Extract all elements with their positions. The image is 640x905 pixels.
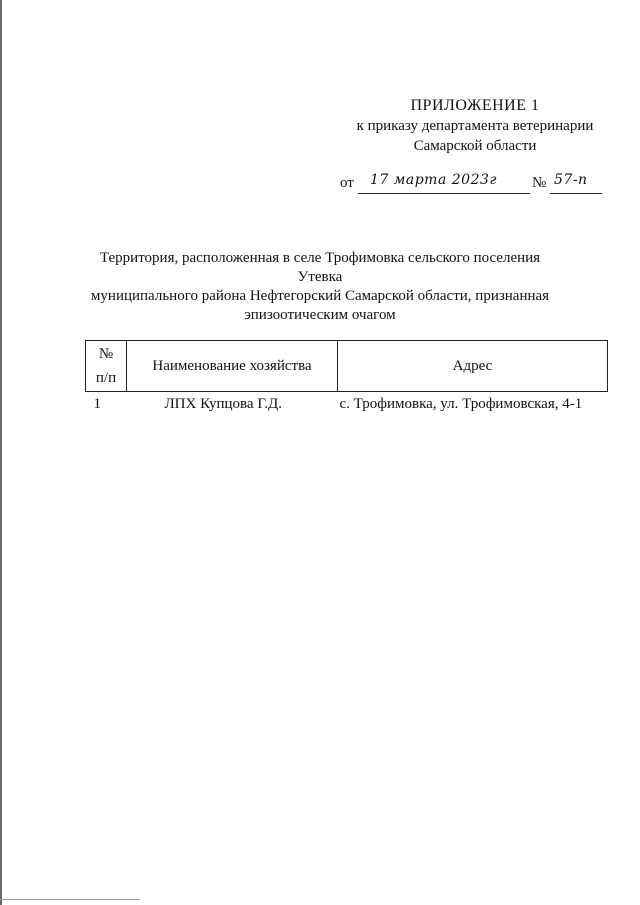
- order-number: 57-п: [554, 172, 588, 188]
- appendix-title: ПРИЛОЖЕНИЕ 1: [410, 97, 540, 114]
- number-underline: [550, 193, 602, 194]
- order-line: [340, 172, 610, 197]
- farms-table: [85, 340, 608, 413]
- col-number: [86, 341, 127, 392]
- col-number-bottom: п/п: [95, 370, 117, 386]
- appendix-header: [340, 96, 610, 156]
- order-number-label: №: [532, 175, 547, 191]
- title-line-3: эпизоотическим очагом: [244, 307, 396, 323]
- row-address: с. Трофимовка, ул. Трофимовская, 4-1: [339, 396, 583, 412]
- document-title: [80, 249, 560, 325]
- appendix-order-ref: к приказу департамента ветеринарии: [356, 118, 594, 134]
- scan-left-edge: [0, 0, 2, 905]
- row-number: 1: [93, 396, 101, 412]
- col-number-top: №: [98, 346, 114, 362]
- table-row: [86, 392, 608, 414]
- appendix-region: Самарской области: [413, 138, 537, 154]
- order-from-label: от: [340, 175, 354, 191]
- title-line-2: муниципального района Нефтегорский Самарской области, признанная: [90, 288, 550, 304]
- scan-bottom-mark: [0, 899, 140, 900]
- date-underline: [358, 193, 530, 194]
- row-name: ЛПХ Купцова Г.Д.: [164, 396, 283, 412]
- order-date: 17 марта 2023г: [370, 172, 497, 188]
- col-address: Адрес: [338, 341, 608, 392]
- table-header-row: [86, 341, 608, 392]
- title-line-1: Территория, расположенная в селе Трофимовка сельского поселения Утевка: [99, 250, 541, 285]
- col-name: Наименование хозяйства: [127, 341, 338, 392]
